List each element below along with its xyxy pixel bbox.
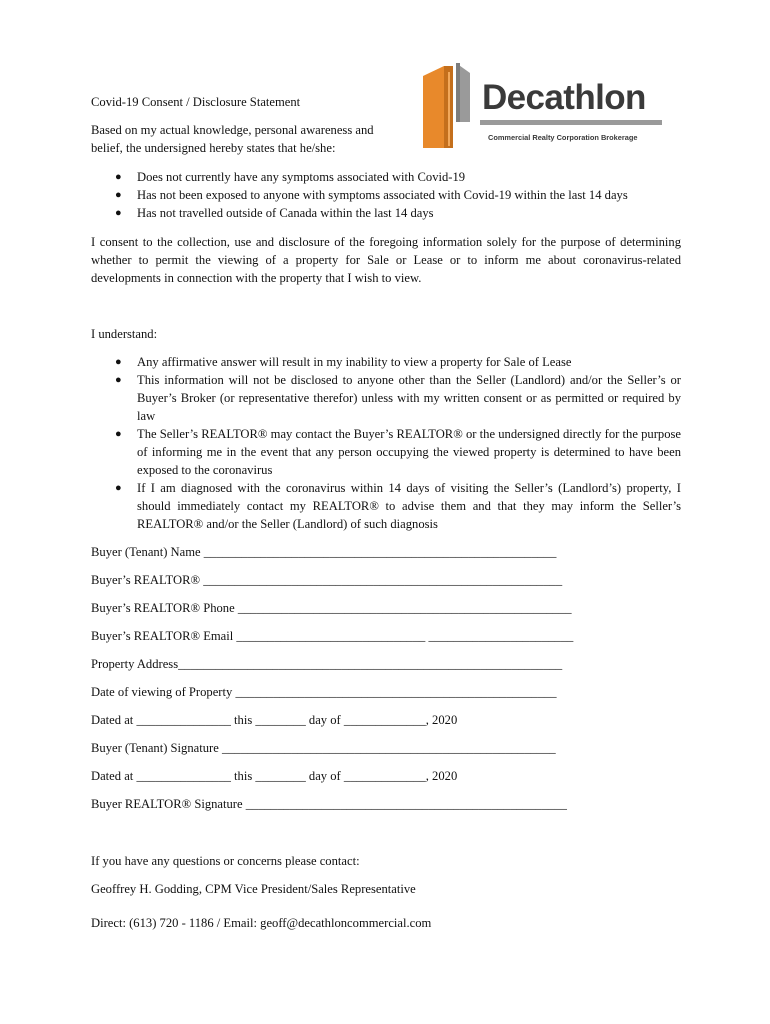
list-item: ● This information will not be disclosed to anyone other than the Seller (Landlord) and/or the Seller’s or Buyer’s Broker (or representative therefor) unless with my written consent or as permitted or required by law — [115, 373, 681, 423]
bullet-icon: ● — [115, 189, 122, 201]
viewing-date-field[interactable]: Date of viewing of Property ___________________________________________________ — [91, 685, 557, 699]
contact-intro: If you have any questions or concerns please contact: — [91, 854, 360, 868]
bullet-icon: ● — [115, 356, 122, 368]
property-address-field[interactable]: Property Address_____________________________________________________________ — [91, 657, 563, 671]
logo-underline — [480, 120, 662, 125]
realtor-signature-field[interactable]: Buyer REALTOR® Signature ___________________________________________________ — [91, 797, 567, 811]
bullet-icon: ● — [115, 374, 122, 386]
bullet-icon: ● — [115, 482, 122, 494]
buyer-name-field[interactable]: Buyer (Tenant) Name ________________________________________________________ — [91, 545, 557, 559]
intro-line-1: Based on my actual knowledge, personal awareness and — [91, 123, 374, 137]
contact-direct: Direct: (613) 720 - 1186 / Email: geoff@decathloncommercial.com — [91, 916, 432, 930]
decathlon-logo — [420, 62, 662, 150]
document-title: Covid-19 Consent / Disclosure Statement — [91, 95, 301, 109]
buyer-realtor-field[interactable]: Buyer’s REALTOR® _________________________________________________________ — [91, 573, 563, 587]
intro-line-2: belief, the undersigned hereby states that he/she: — [91, 141, 336, 155]
understand-heading: I understand: — [91, 327, 158, 341]
logo-wordmark: Decathlon — [482, 78, 646, 117]
list-item: ● Does not currently have any symptoms associated with Covid-19 — [115, 170, 466, 184]
list-item: ● The Seller’s REALTOR® may contact the Buyer’s REALTOR® or the undersigned directly for the purpose of informing me in the event that any person occupying the viewed property is determined to have been exposed to the coronavirus — [115, 427, 681, 477]
buyer-realtor-phone-field[interactable]: Buyer’s REALTOR® Phone _____________________________________________________ — [91, 601, 572, 615]
bullet-icon: ● — [115, 171, 122, 183]
bullet-icon: ● — [115, 207, 122, 219]
dated-at-field-2[interactable]: Dated at _______________ this ________ day of _____________, 2020 — [91, 769, 458, 783]
list-item: ● Has not been exposed to anyone with symptoms associated with Covid-19 within the last 14 days — [115, 188, 628, 202]
statement-list — [91, 168, 691, 222]
buyer-signature-field[interactable]: Buyer (Tenant) Signature _____________________________________________________ — [91, 741, 556, 755]
understand-list — [91, 353, 681, 533]
list-item: ● Any affirmative answer will result in my inability to view a property for Sale of Lease — [115, 355, 572, 369]
bullet-icon: ● — [115, 428, 122, 440]
building-icon — [420, 62, 476, 148]
contact-name: Geoffrey H. Godding, CPM Vice President/Sales Representative — [91, 882, 416, 896]
list-item: ● If I am diagnosed with the coronavirus within 14 days of visiting the Seller’s (Landlord’s) property, I should immediately contact my REALTOR® to advise them and that they may inform the Seller’s REALTOR® and/or the Seller (Landlord) of such diagnosis — [115, 481, 681, 531]
dated-at-field[interactable]: Dated at _______________ this ________ day of _____________, 2020 — [91, 713, 458, 727]
buyer-realtor-email-field[interactable]: Buyer’s REALTOR® Email ______________________________ _______________________ — [91, 629, 574, 643]
consent-paragraph: I consent to the collection, use and disclosure of the foregoing information solely for the purpose of determining whether to permit the viewing of a property for Sale or Lease or to inform me about coronavirus-related developments in connection with the property that I wish to view. — [91, 235, 681, 285]
logo-tagline: Commercial Realty Corporation Brokerage — [488, 133, 638, 142]
list-item: ● Has not travelled outside of Canada within the last 14 days — [115, 206, 434, 220]
